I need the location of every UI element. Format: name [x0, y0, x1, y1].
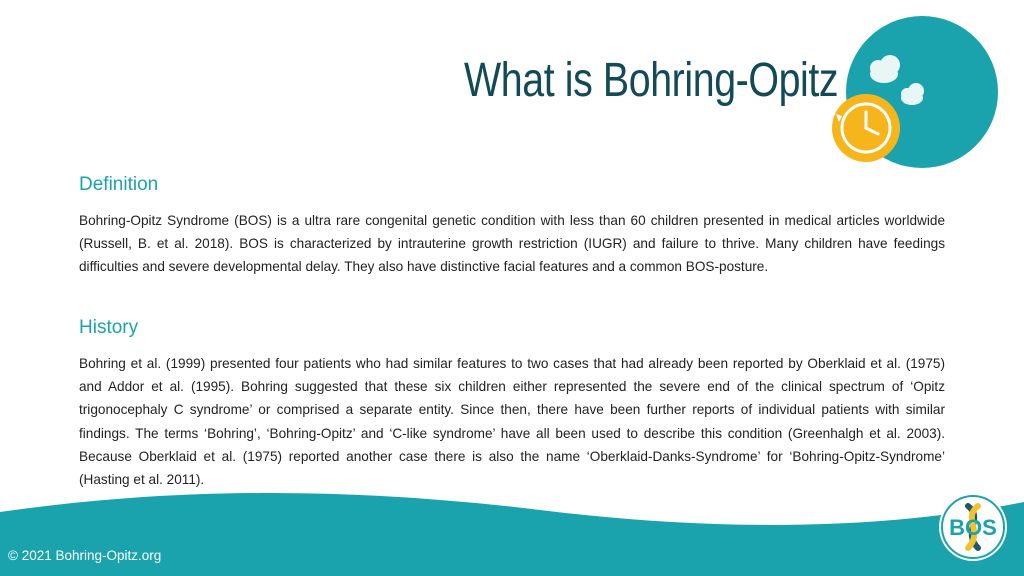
footer-wave	[0, 490, 1024, 576]
history-heading: History	[79, 317, 139, 338]
slide-title: What is Bohring-Opitz	[464, 54, 839, 107]
definition-heading: Definition	[79, 174, 159, 195]
definition-paragraph: Bohring-Opitz Syndrome (BOS) is a ultra rare congenital genetic condition with less than 60 children presented in medical articles worldwide (Russell, B. et al. 2018). BOS is characterized by intrauterine growth restriction (IUGR) and failure to thrive. Many children have feedings difficulties and severe developmental delay. They also have distinctive facial features and a common BOS-posture.	[79, 213, 945, 275]
footer-copyright: © 2021 Bohring-Opitz.org	[8, 548, 162, 563]
clock-icon	[832, 94, 900, 162]
history-paragraph: Bohring et al. (1999) presented four patients who had similar features to two cases that had already been reported by Oberklaid et al. (1975) and Addor et al. (1995). Bohring suggested that these six children either represented the severe end of the clinical spectrum of ‘Opitz trigonocephaly C syndrome’ or comprised a separate entity. Since then, there have been further reports of individual patients with similar findings. The terms ‘Bohring’, ‘Bohring-Opitz’ and ‘C-like syndrome’ have all been used to describe this condition (Greenhalgh et al. 2003). Because Oberklaid et al. (1975) reported another case there is also the name ‘Oberklaid-Danks-Syndrome’ for ‘Bohring-Opitz-Syndrome’ (Hasting et al. 2011).	[79, 356, 945, 488]
header-decoration	[820, 12, 1024, 172]
bos-ribbon-logo	[938, 492, 1008, 562]
logo-text: BOS	[949, 515, 997, 540]
